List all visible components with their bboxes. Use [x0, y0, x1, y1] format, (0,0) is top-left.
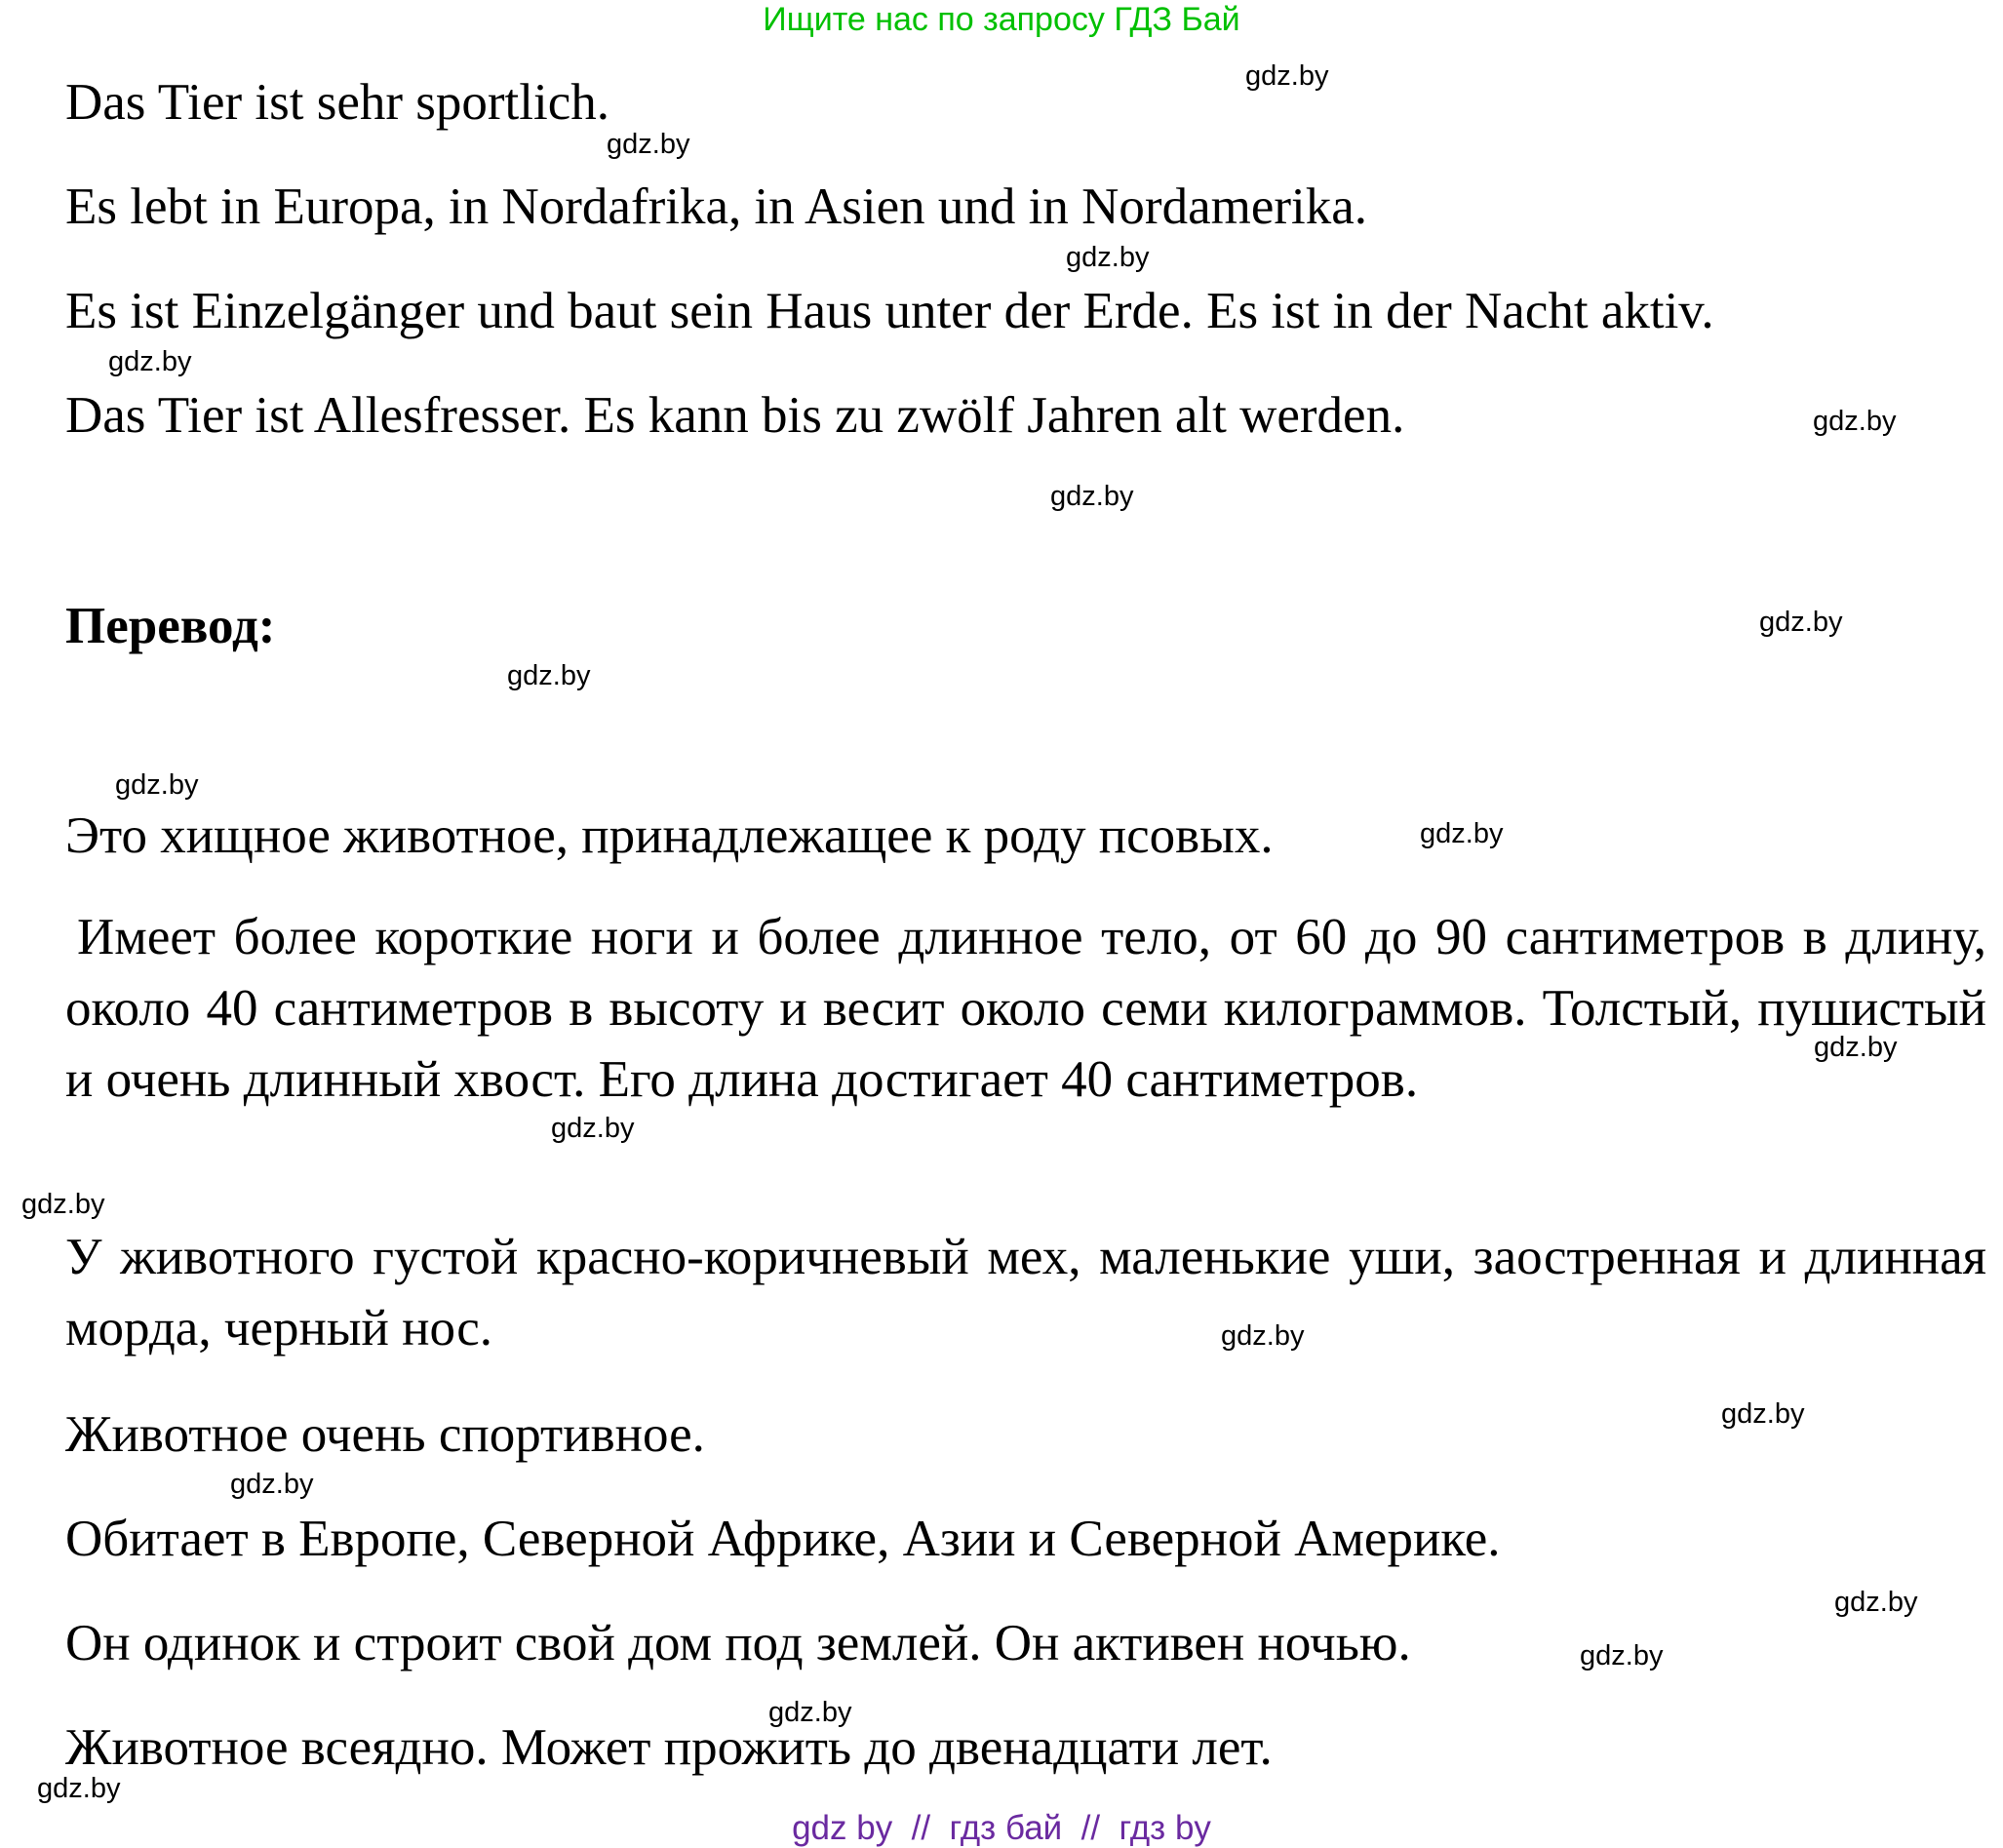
footer-watermark: gdz by // гдз бай // гдз by — [792, 1809, 1211, 1847]
watermark: gdz.by — [1813, 406, 1897, 437]
translation-line-diet: Животное всеядно. Может прожить до двенадцати лет. — [65, 1719, 1273, 1776]
german-line-4: Das Tier ist Allesfresser. Es kann bis zu zwölf Jahren alt werden. — [65, 387, 1405, 444]
watermark: gdz.by — [1834, 1587, 1918, 1618]
watermark: gdz.by — [507, 660, 591, 691]
watermark: gdz.by — [1814, 1032, 1898, 1063]
german-line-1: Das Tier ist sehr sportlich. — [65, 74, 609, 131]
watermark: gdz.by — [1050, 481, 1134, 512]
german-line-2: Es lebt in Europa, in Nordafrika, in Asien und in Nordamerika. — [65, 178, 1367, 235]
watermark: gdz.by — [1066, 242, 1150, 273]
watermark: gdz.by — [115, 769, 199, 801]
translation-line-sport: Животное очень спортивное. — [65, 1406, 705, 1463]
translation-paragraph-body: Имеет более короткие ноги и более длинное тело, от 60 до 90 сантиметров в длину, около 40 сантиметров в высоту и весит около семи килограммов. Толстый, пушистый и очень длинный хвост. Его длина достигает 40 сантиметров. — [65, 909, 1986, 1108]
translation-line-1: Это хищное животное, принадлежащее к роду псовых. — [65, 807, 1274, 864]
translation-heading: Перевод: — [65, 598, 276, 654]
watermark: gdz.by — [1759, 607, 1843, 638]
translation-line-habitat: Обитает в Европе, Северной Африке, Азии и Северной Америке. — [65, 1511, 1501, 1567]
translation-line-lifestyle: Он одинок и строит свой дом под землей. Он активен ночью. — [65, 1615, 1411, 1671]
watermark: gdz.by — [551, 1113, 635, 1144]
watermark: gdz.by — [21, 1189, 105, 1220]
search-banner: Ищите нас по запросу ГДЗ Бай — [763, 1, 1240, 38]
watermark: gdz.by — [1420, 818, 1504, 849]
watermark: gdz.by — [768, 1697, 852, 1728]
watermark: gdz.by — [607, 129, 690, 160]
translation-paragraph-fur: У животного густой красно-коричневый мех, маленькие уши, заостренная и длинная морда, черный нос. — [65, 1229, 1986, 1357]
watermark: gdz.by — [108, 346, 192, 377]
watermark: gdz.by — [1580, 1640, 1664, 1671]
watermark: gdz.by — [1245, 60, 1329, 92]
watermark: gdz.by — [230, 1469, 314, 1500]
watermark: gdz.by — [1721, 1398, 1805, 1430]
watermark: gdz.by — [1221, 1320, 1305, 1352]
watermark: gdz.by — [37, 1773, 121, 1804]
german-line-3: Es ist Einzelgänger und baut sein Haus unter der Erde. Es ist in der Nacht aktiv. — [65, 283, 1714, 339]
